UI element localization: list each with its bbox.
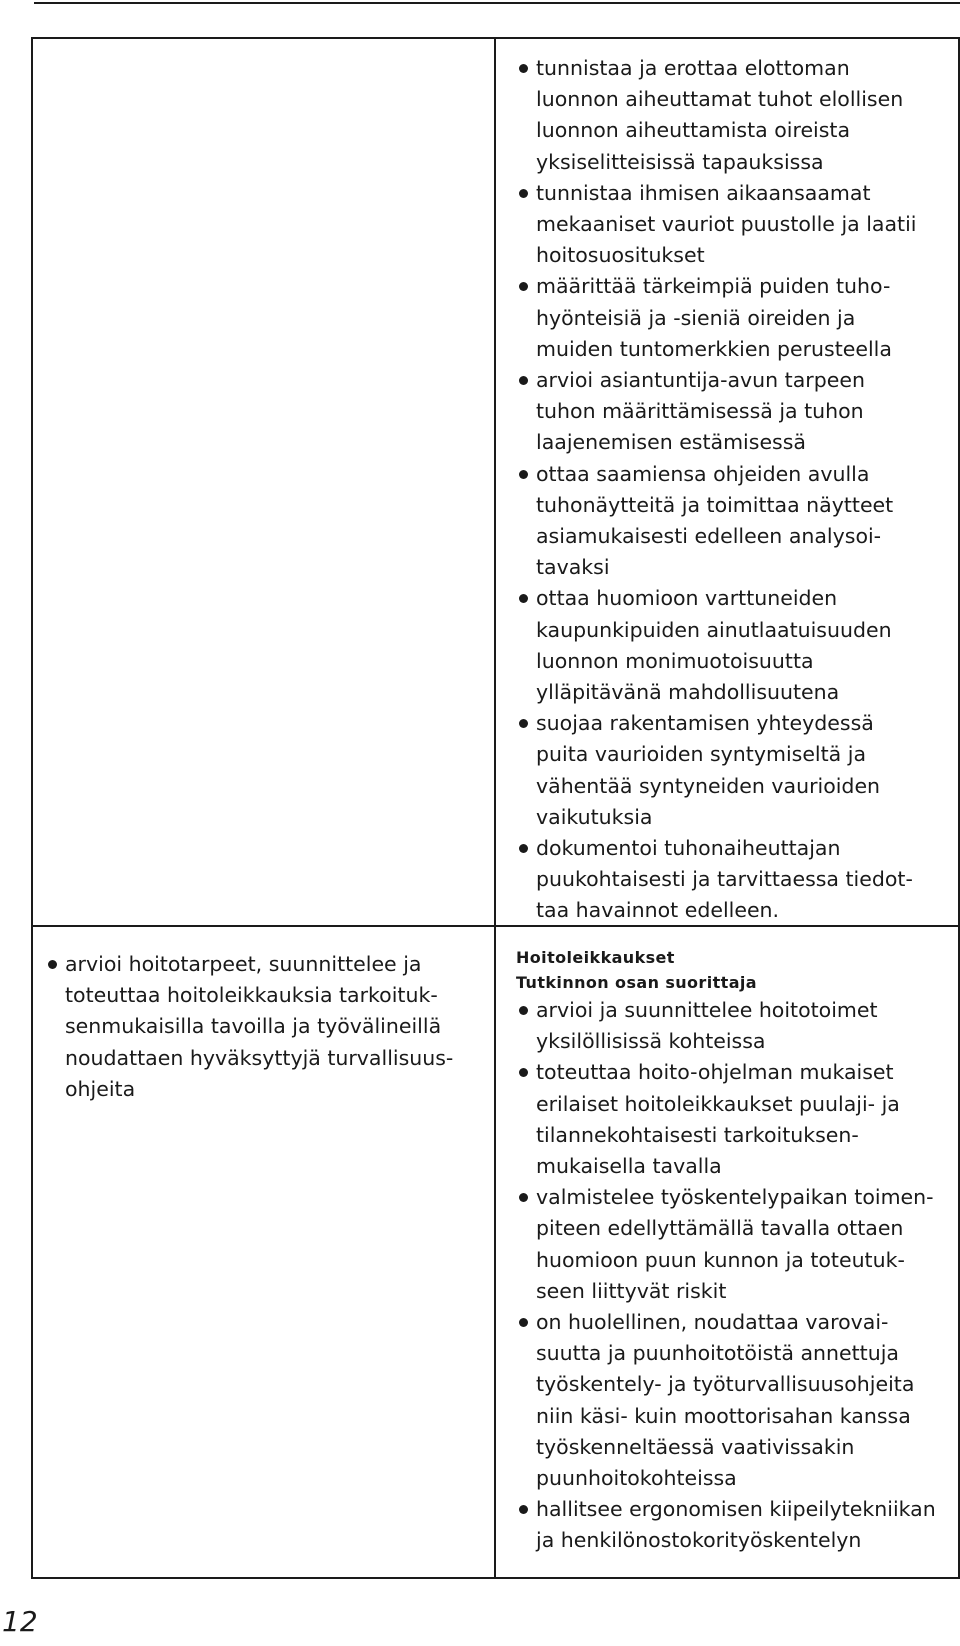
list-item (516, 995, 946, 1057)
page-number: 12 (2, 1605, 38, 1638)
criteria-cell (31, 37, 496, 927)
list-item (516, 1494, 946, 1556)
criteria-cell (31, 927, 496, 1579)
list-item-text: on huolellinen, noudattaa varovai- suutta ja puunhoitotöistä annettuja työskentely- ja työturvallisuusohjeita niin käsi- kuin moottorisahan kanssa työskenneltäessä vaativissakin puunhoitokohteissa (536, 1310, 915, 1491)
bullet-icon (519, 189, 528, 198)
list-item (516, 178, 946, 272)
bullet-icon (519, 1318, 528, 1327)
list-item-text: toteuttaa hoito-ohjelman mukaiset erilaiset hoitoleikkaukset puulaji- ja tilannekohtaisesti tarkoituksen- mukaisella tavalla (536, 1060, 900, 1179)
list-item (516, 271, 946, 365)
list-item-text: dokumentoi tuhonaiheuttajan puukohtaisesti ja tarvittaessa tiedot- taa havainnot edelleen. (536, 836, 913, 923)
section-subheading: Tutkinnon osan suorittaja (516, 973, 757, 992)
list-item-text: arvioi ja suunnittelee hoitotoimet yksilöllisissä kohteissa (536, 998, 878, 1054)
bullet-icon (519, 1006, 528, 1015)
list-item (516, 1182, 946, 1307)
list-item (45, 949, 480, 1105)
list-item-text: arvioi asiantuntija-avun tarpeen tuhon määrittämisessä ja tuhon laajenemisen estämisessä (536, 368, 865, 455)
bullet-icon (519, 64, 528, 73)
bullet-list (516, 995, 946, 1557)
list-item (516, 365, 946, 459)
competence-table (31, 37, 960, 1579)
table-row (31, 37, 960, 927)
bullet-icon (519, 376, 528, 385)
assessment-cell (494, 927, 960, 1579)
list-item (516, 1307, 946, 1494)
bullet-icon (519, 1193, 528, 1202)
table-row (31, 927, 960, 1579)
assessment-cell (494, 37, 960, 927)
list-item-text: määrittää tärkeimpiä puiden tuho- hyönteisiä ja -sieniä oireiden ja muiden tuntomerkkien perusteella (536, 274, 892, 361)
list-item (516, 459, 946, 584)
list-item (516, 583, 946, 708)
bullet-icon (48, 960, 57, 969)
list-item-text: tunnistaa ja erottaa elottoman luonnon aiheuttamat tuhot elollisen luonnon aiheuttamista oireista yksiselitteisissä tapauksissa (536, 56, 904, 174)
list-item-text: valmistelee työskentelypaikan toimen- piteen edellyttämällä tavalla ottaen huomioon puun kunnon ja toteutuk- seen liittyvät riskit (536, 1185, 934, 1303)
bullet-icon (519, 844, 528, 853)
list-item-text: hallitsee ergonomisen kiipeilytekniikan ja henkilönostokorityöskentelyn (536, 1497, 936, 1553)
top-rule (34, 2, 960, 4)
list-item (516, 708, 946, 833)
list-item (516, 833, 946, 927)
bullet-icon (519, 470, 528, 479)
bullet-icon (519, 1068, 528, 1077)
section-heading: Hoitoleikkaukset (516, 948, 675, 967)
list-item-text: ottaa saamiensa ohjeiden avulla tuhonäytteitä ja toimittaa näytteet asiamukaisesti edelleen analysoi- tavaksi (536, 461, 894, 580)
bullet-list (516, 53, 946, 927)
bullet-icon (519, 594, 528, 603)
bullet-icon (519, 719, 528, 728)
list-item-text: arvioi hoitotarpeet, suunnittelee ja toteuttaa hoitoleikkauksia tarkoituk- senmukaisilla tavoilla ja työvälineillä noudattaen hyväksyttyjä turvallisuus- ohjeita (65, 952, 454, 1101)
bullet-icon (519, 282, 528, 291)
bullet-icon (519, 1505, 528, 1514)
list-item-text: ottaa huomioon varttuneiden kaupunkipuiden ainutlaatuisuuden luonnon monimuotoisuutta ylläpitävänä mahdollisuutena (536, 586, 892, 705)
list-item (516, 53, 946, 178)
list-item (516, 1057, 946, 1182)
list-item-text: suojaa rakentamisen yhteydessä puita vaurioiden syntymiseltä ja vähentää syntyneiden vaurioiden vaikutuksia (536, 711, 881, 829)
list-item-text: tunnistaa ihmisen aikaansaamat mekaaniset vauriot puustolle ja laatii hoitosuositukset (536, 180, 917, 268)
bullet-list (45, 949, 480, 1105)
